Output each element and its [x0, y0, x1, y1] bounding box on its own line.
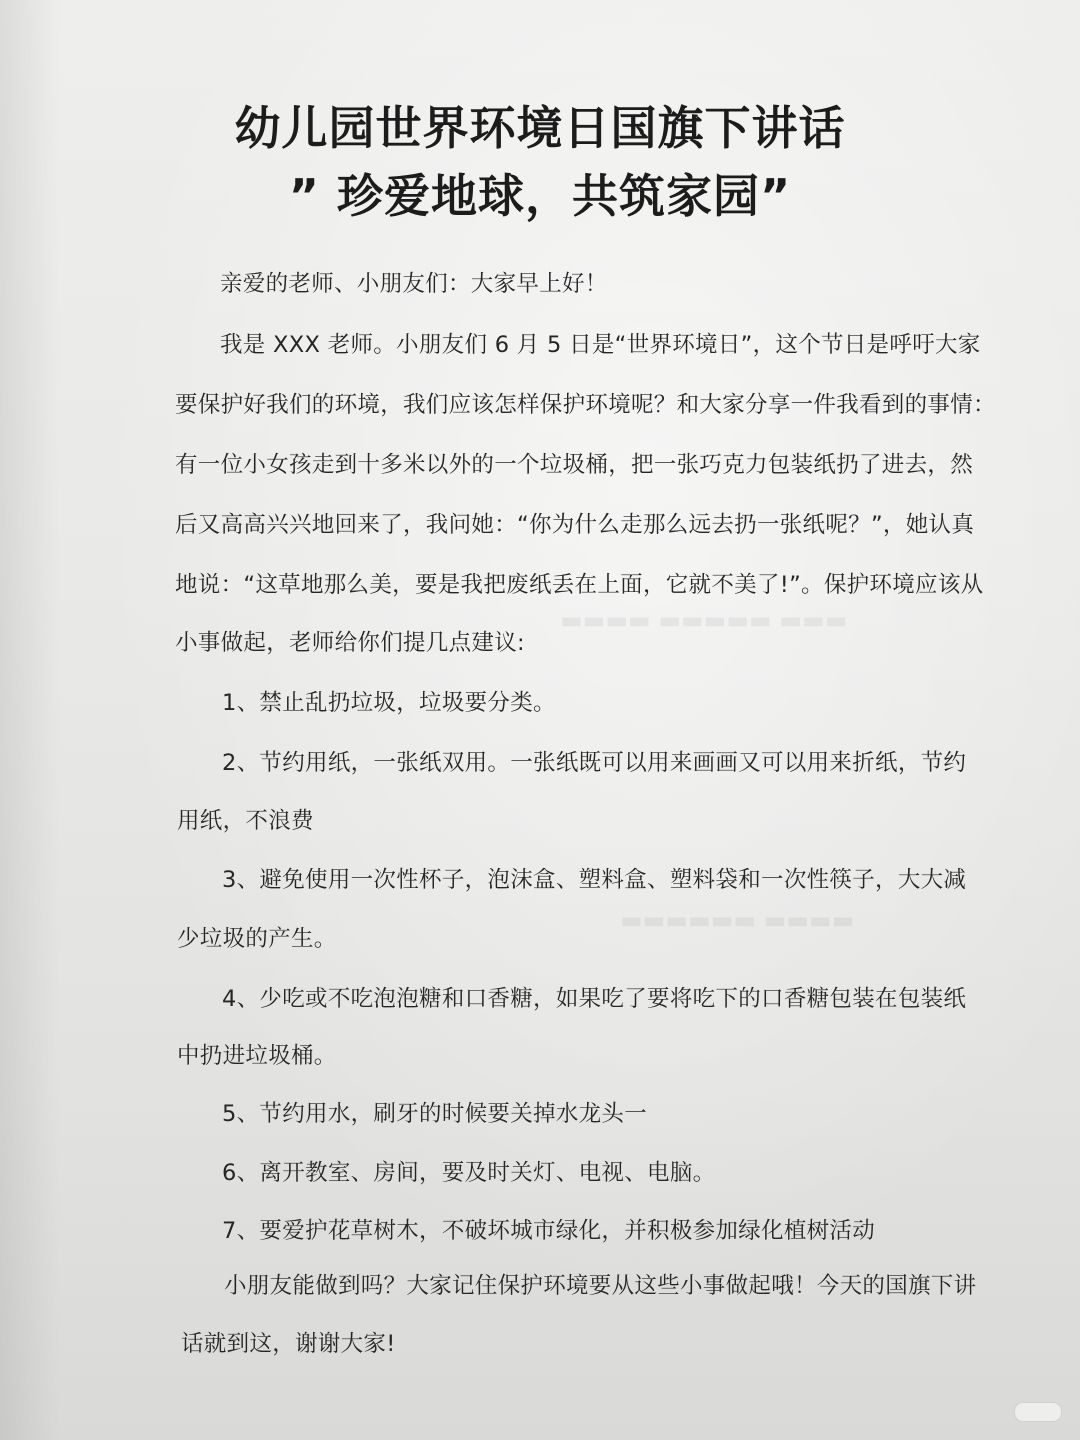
list-item: 4、少吃或不吃泡泡糖和口香糖，如果吃了要将吃下的口香糖包装在包装纸	[222, 986, 967, 1012]
list-item: 6、离开教室、房间，要及时关灯、电视、电脑。	[222, 1160, 716, 1186]
page-title: 幼儿园世界环境日国旗下讲话	[234, 101, 846, 155]
list-item: 2、节约用纸，一张纸双用。一张纸既可以用来画画又可以用来折纸，节约	[222, 750, 967, 776]
show-through-marks: ▬▬▬▬▬▬ ▬▬▬▬	[620, 906, 855, 934]
list-item-continuation: 少垃圾的产生。	[177, 926, 337, 952]
paragraph-line: 有一位小女孩走到十多米以外的一个垃圾桶，把一张巧克力包装纸扔了进去，然	[175, 452, 974, 478]
list-item: 7、要爱护花草树木，不破坏城市绿化，并积极参加绿化植树活动	[222, 1218, 876, 1244]
list-item: 3、避免使用一次性杯子，泡沫盒、塑料盒、塑料袋和一次性筷子，大大减	[222, 867, 967, 893]
list-item-continuation: 中扔进垃圾桶。	[177, 1043, 337, 1069]
show-through-marks: ▬▬▬▬ ▬▬▬▬▬ ▬▬▬	[560, 606, 848, 634]
list-item-continuation: 用纸，不浪费	[177, 808, 314, 834]
paragraph-line: 我是 XXX 老师。小朋友们 6 月 5 日是“世界环境日”，这个节日是呼吁大家	[220, 332, 981, 358]
list-item: 5、节约用水，刷牙的时候要关掉水龙头一	[222, 1101, 648, 1127]
watermark-badge	[1014, 1402, 1062, 1422]
paragraph-line: 话就到这，谢谢大家!	[181, 1331, 396, 1357]
paragraph-line: 小朋友能做到吗？大家记住保护环境要从这些小事做起哦！今天的国旗下讲	[224, 1273, 977, 1299]
paragraph-line: 小事做起，老师给你们提几点建议:	[175, 630, 525, 656]
list-item: 1、禁止乱扔垃圾，垃圾要分类。	[222, 690, 556, 716]
paragraph-line: 要保护好我们的环境，我们应该怎样保护环境呢？和大家分享一件我看到的事情：	[175, 392, 996, 418]
paragraph-line: 亲爱的老师、小朋友们：大家早上好！	[220, 271, 608, 297]
paragraph-line: 后又高高兴兴地回来了，我问她：“你为什么走那么远去扔一张纸呢？”，她认真	[175, 512, 975, 538]
paragraph-line: 地说：“这草地那么美，要是我把废纸丢在上面，它就不美了!”。保护环境应该从	[175, 572, 984, 598]
page-subtitle: ” 珍爱地球，共筑家园”	[288, 169, 792, 223]
